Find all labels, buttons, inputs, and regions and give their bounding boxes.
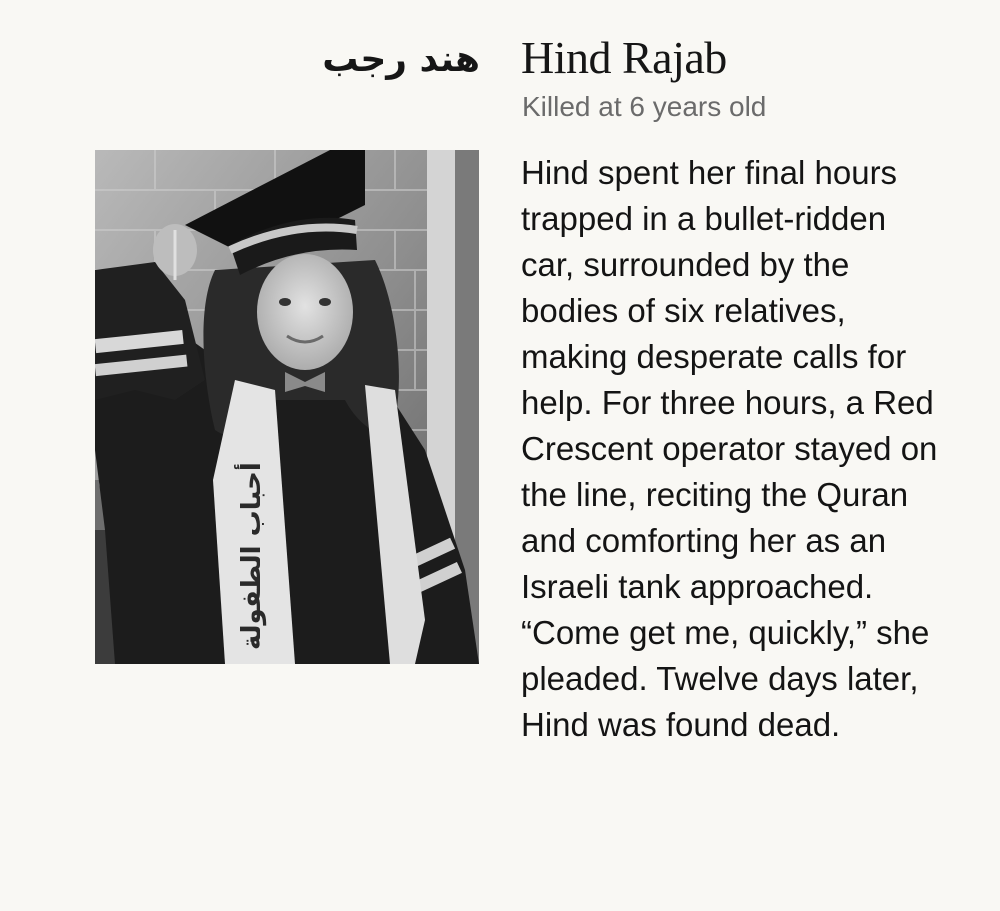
age-line: Killed at 6 years old [522, 91, 767, 122]
arabic-name: هند رجب [322, 39, 480, 80]
sash-lettering: أحباب الطفولة [237, 462, 267, 650]
person-name: Hind Rajab [521, 32, 727, 83]
portrait-illustration [95, 150, 479, 664]
story-paragraph: Hind spent her final hours trapped in a bullet-ridden car, surrounded by the bodies of six relatives, making desperate calls for help. For three hours, a Red Crescent operator stayed on the line, reciting the Quran and comforting her as an Israeli tank approached. “Come get me, quickly,” she pleaded. Twelve days later, Hind was found dead. [521, 154, 938, 743]
portrait-photo [95, 150, 479, 664]
